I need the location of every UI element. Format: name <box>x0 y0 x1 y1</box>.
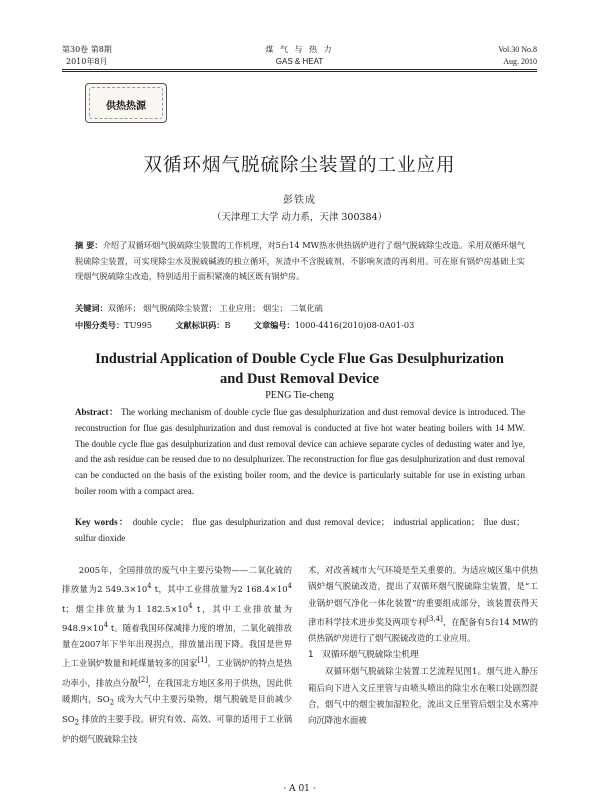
article-title-en-line1: Industrial Application of Double Cycle Flue Gas Desulphurization <box>95 351 504 367</box>
clc-label: 中图分类号： <box>75 320 125 330</box>
keywords-cn-label: 关键词： <box>75 303 108 313</box>
clc-value: TU995 <box>124 320 153 330</box>
body-paragraph: 双循环烟气脱硫除尘装置工艺流程见图1。烟气进入静压箱后向下进入文丘里管与由喷头喷出的除尘水在喉口处剧烈混合，烟气中的烟尘被加湿粒化，流出文丘里管后烟尘及水雾冲向沉降池水面被 <box>308 666 538 726</box>
date-cn: 2010年8月 <box>66 57 108 66</box>
citation-ref[interactable]: [2] <box>138 675 149 684</box>
volume-issue-cn: 第30卷 第8期 <box>62 45 112 54</box>
doc-code-value: B <box>224 320 231 330</box>
section-number: 1 <box>308 649 314 660</box>
header-rule <box>62 69 537 70</box>
journal-title-cn: 煤 气 与 热 力 <box>265 45 334 54</box>
classification-line <box>75 318 525 334</box>
journal-title-en: GAS & HEAT <box>275 57 324 66</box>
abstract-cn <box>75 238 525 285</box>
article-id-value: 1000-4416(2010)08-0A01-03 <box>294 320 415 330</box>
keywords-en <box>75 515 525 547</box>
page-number: · A 01 · <box>283 784 316 794</box>
citation-ref[interactable]: [1] <box>197 656 208 665</box>
header-rule-double <box>62 71 537 72</box>
section-heading <box>308 647 538 663</box>
keywords-cn-text: 双循环； 烟气脱硫除尘装置； 工业应用； 烟尘； 二氧化硫 <box>107 303 323 313</box>
date-en: Aug. 2010 <box>503 57 537 66</box>
section-tag <box>85 83 167 123</box>
doc-code-label: 文献标识码： <box>175 320 225 330</box>
body-paragraph: 2005年，全国排放的废气中主要污染物——二氧化硫的排放量为2 $549.3\times 10^4$ t，其中工业排放量为2 $168.4\times 10^4$ t；烟尘排放量为1 $182.5\times 10^4$ t，其中工业排放量为$948.9\times 10^4$ t。随着我国环保减排力度的增加，二氧化硫排放量在2007年下半年出现拐点，排放量出现下降。我国是世界上工业锅炉数量和耗煤量较多的国家[1]。工业锅炉的特点是热功率小，排放点分散[2]，在我国北方地区多用于供热，因此供暖期内，$SO_2$ 成为大气中主要污染物，烟气脱硫是目前减少$SO_2$ 排放的主要手段。研究有效、高效、可靠的适用于工业锅炉的烟气脱硫除尘技 <box>62 565 293 744</box>
keywords-en-label: Key words： <box>75 517 130 527</box>
section-tag-label: 供热热源 <box>106 101 146 112</box>
keywords-cn <box>75 301 525 317</box>
article-title-cn: 双循环烟气脱硫除尘装置的工业应用 <box>143 155 456 176</box>
abstract-cn-label: 摘 要： <box>75 240 103 250</box>
section-title: 双循环烟气脱硫除尘机理 <box>322 649 419 660</box>
body-paragraph: 术，对改善城市大气环境是至关重要的。为适应城区集中供热锅炉烟气脱硫改造，提出了双循环烟气脱硫除尘装置，是“工业锅炉烟气净化一体化装置”的重要组成部分，该装置获得天津市科学技术进步奖及两项专利[3,4]，在配备有5台14 MW的供热锅炉房进行了烟气脱硫改造的工业应用。 <box>308 565 538 644</box>
article-title-en-line2: and Dust Removal Device <box>219 371 380 387</box>
author-en: PENG Tie-cheng <box>265 390 334 401</box>
keywords-en-text: double cycle； flue gas desulphurization and dust removal device； industrial application； flue dust； sulfur dioxide <box>75 517 526 543</box>
body-left-column <box>62 562 292 747</box>
abstract-en <box>75 405 525 500</box>
abstract-cn-text: 介绍了双循环烟气脱硫除尘装置的工作机理，对5台14 MW热水供热锅炉进行了烟气脱硫除尘改造。采用双循环烟气脱硫除尘装置，可实现除尘水及脱硫碱液的独立循环，灰渣中不含脱硫剂，不影响灰渣的再利用。可在原有锅炉房基础上实现烟气脱硫除尘改造，特别适用于面积紧凑的城区既有锅炉房。 <box>75 240 525 281</box>
abstract-en-label: Abstract： <box>75 407 119 417</box>
affiliation-cn: （天津理工大学 动力系，天津 300384） <box>211 212 388 223</box>
volume-issue-en: Vol.30 No.8 <box>498 45 537 54</box>
citation-ref[interactable]: [3,4] <box>426 615 443 624</box>
author-cn: 彭铁成 <box>283 195 316 206</box>
body-right-column <box>308 562 538 729</box>
article-id-label: 文章编号： <box>253 320 295 330</box>
abstract-en-text: The working mechanism of double cycle flue gas desulphurization and dust removal device is introduced. The reconstruction for flue gas desulphurization and dust removal is conducted at five hot water heating boilers with 14 MW. The double cycle flue gas desulphurization and dust removal device can achieve separate cycles of dedusting water and lye, and the ash residue can be reused due to no desulphurizer. The reconstruction for flue gas desulphurization and dust removal can be conducted on the basis of the existing boiler room, and the device is particularly suitable for use in existing urban boiler room with a compact area. <box>75 407 525 496</box>
